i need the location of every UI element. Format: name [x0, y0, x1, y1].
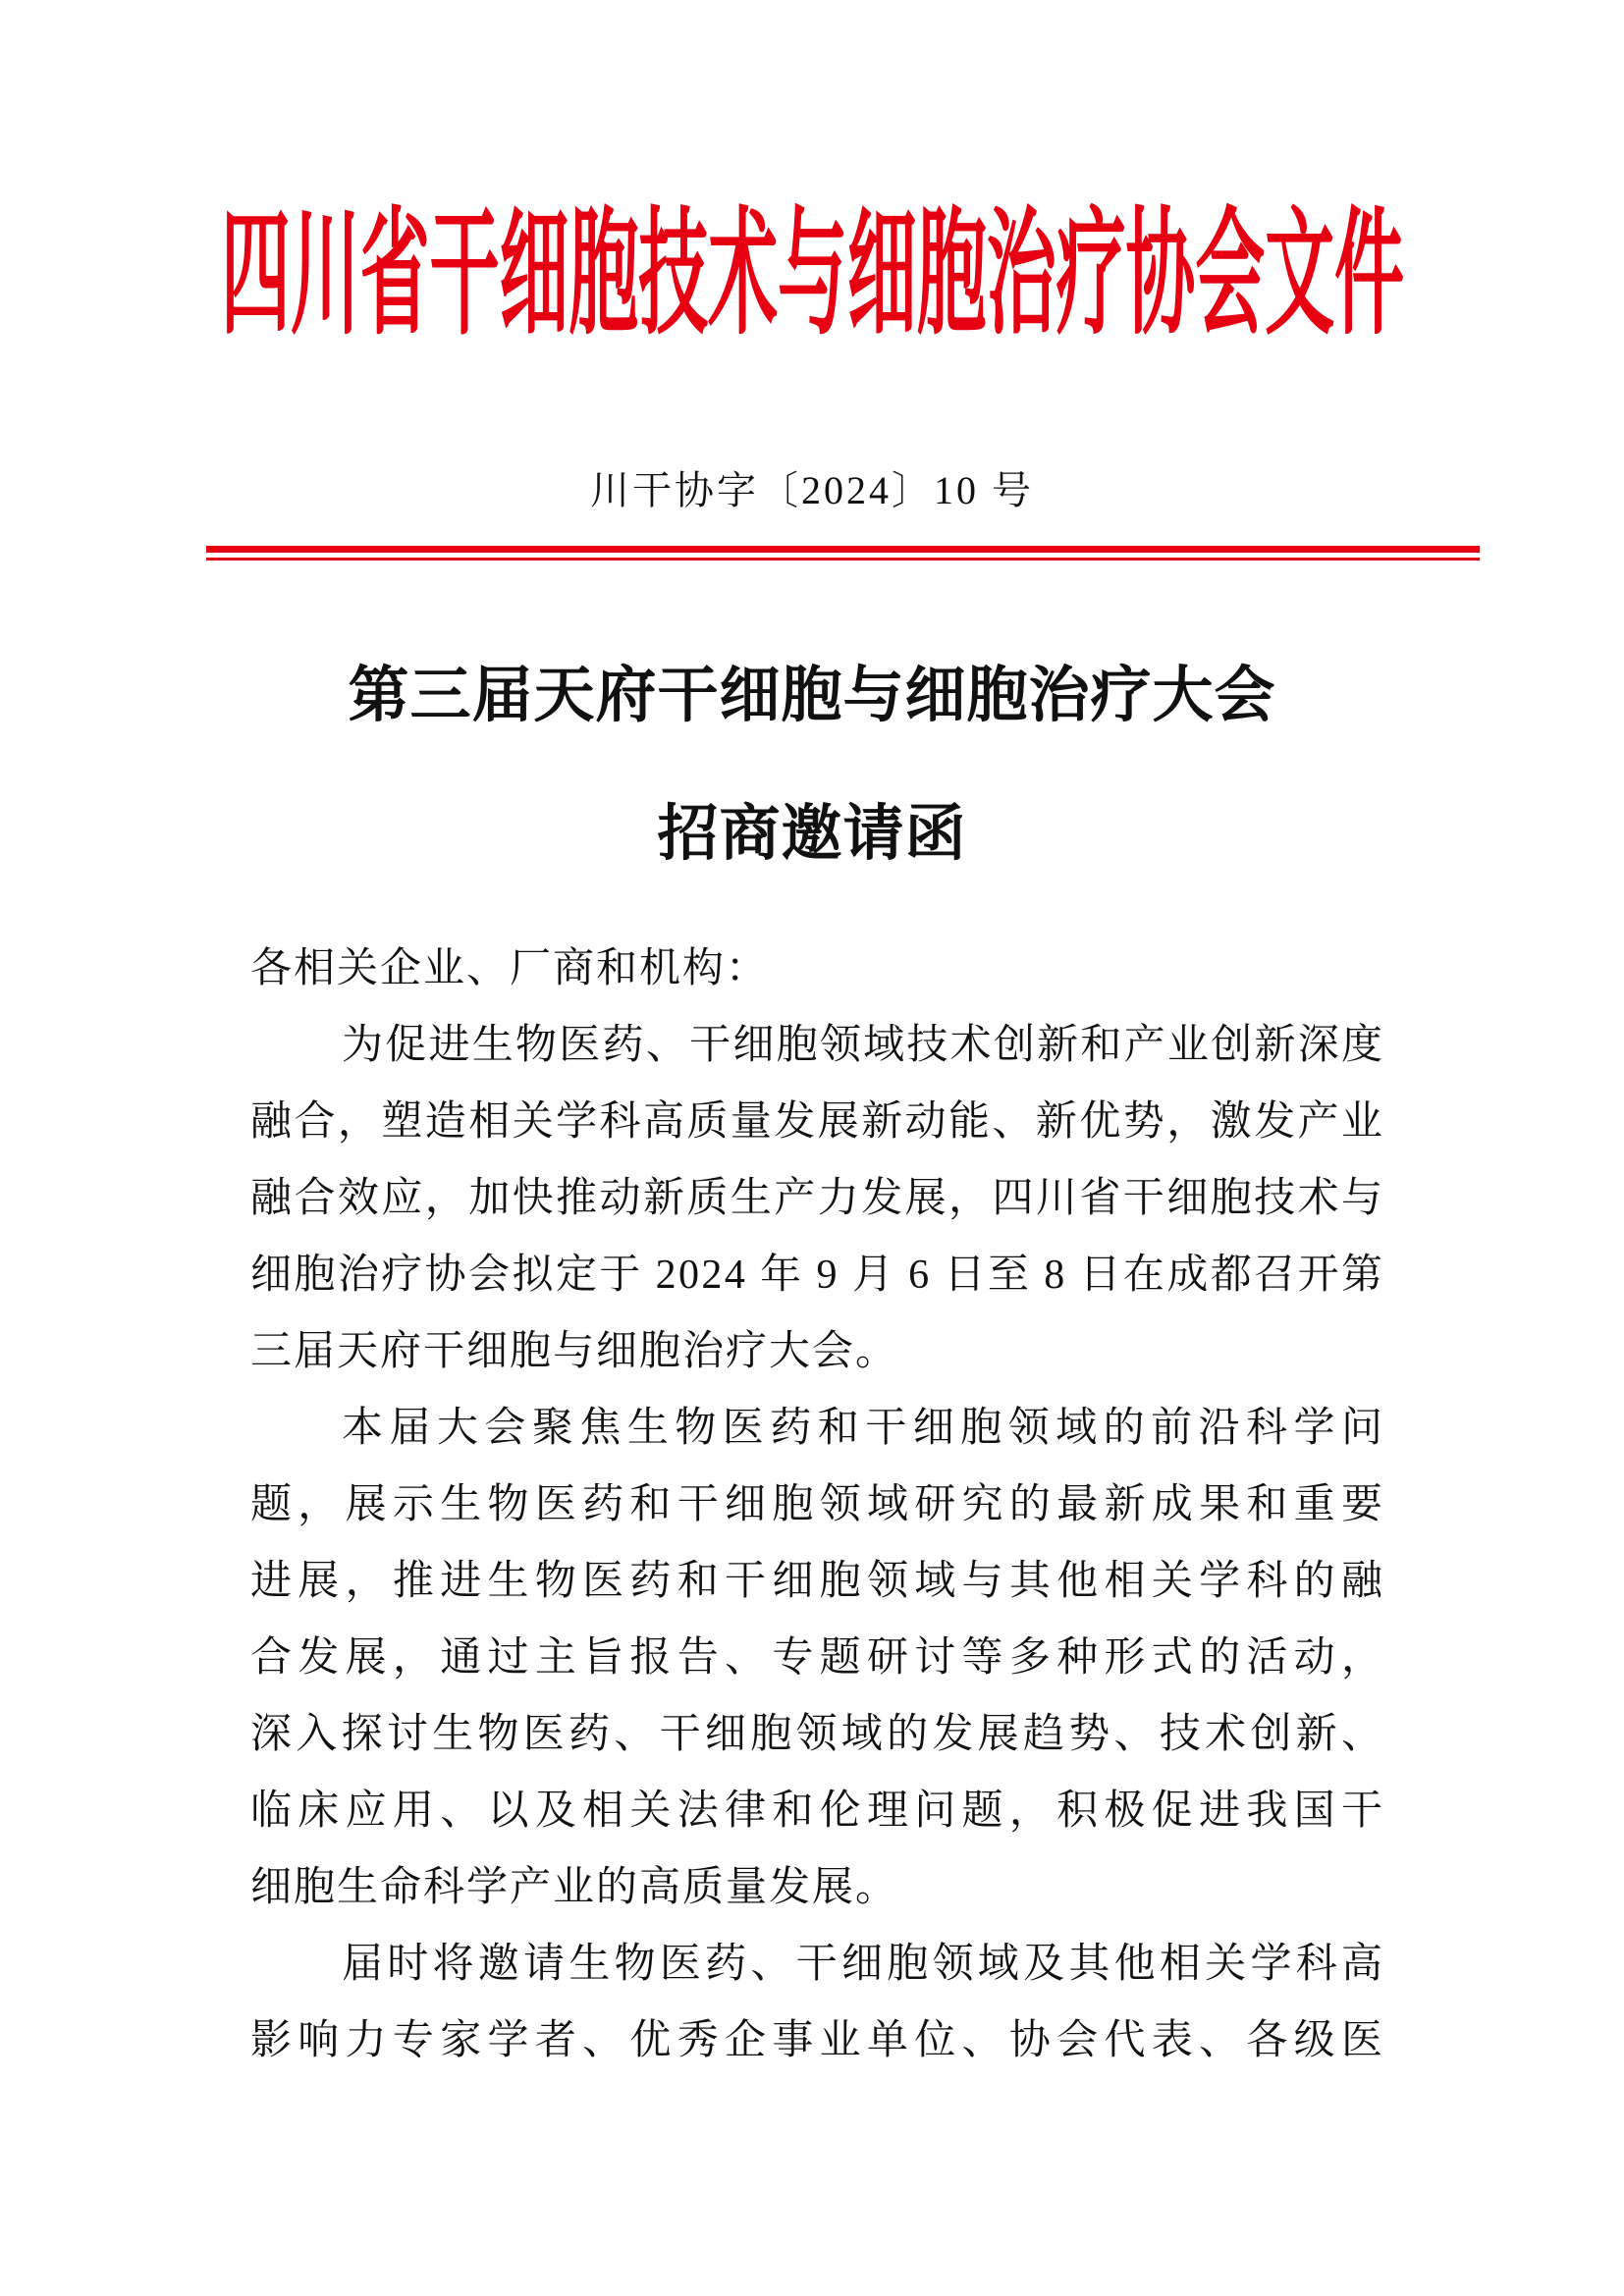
- body-line: [250, 1237, 1385, 1313]
- body-line-text: 进展，推进生物医药和干细胞领域与其他相关学科的融: [250, 1559, 1389, 1604]
- body-line: [250, 1313, 1382, 1390]
- body-line-text: 届时将邀请生物医药、干细胞领域及其他相关学科高: [342, 1942, 1387, 1987]
- body-line: [250, 1543, 1389, 1620]
- body-line: [250, 2002, 1389, 2079]
- body-line-text: 为促进生物医药、干细胞领域技术创新和产业创新深度: [342, 1023, 1385, 1068]
- org-title: [221, 201, 1404, 348]
- document-subtitle: 招商邀请函: [657, 801, 967, 868]
- body-line: [250, 1696, 1387, 1773]
- paragraph: [250, 1926, 1389, 2079]
- body-line-text: 题，展示生物医药和干细胞领域研究的最新成果和重要: [250, 1482, 1389, 1527]
- red-rule-thin: [206, 558, 1480, 561]
- document-title: 第三届天府干细胞与细胞治疗大会: [348, 663, 1276, 729]
- body-line: [250, 1084, 1385, 1160]
- document-body: [250, 931, 1389, 2079]
- body-line-text: 融合效应，加快推动新质生产力发展，四川省干细胞技术与: [250, 1176, 1385, 1221]
- body-line-text: 临床应用、以及相关法律和伦理问题，积极促进我国干: [250, 1789, 1389, 1834]
- body-line-text: 影响力专家学者、优秀企事业单位、协会代表、各级医: [250, 2018, 1389, 2063]
- body-line-text: 细胞生命科学产业的高质量发展。: [250, 1865, 899, 1910]
- salutation-text: 各相关企业、厂商和机构：: [250, 946, 770, 991]
- body-line: [250, 1849, 1382, 1926]
- body-line: [250, 1620, 1389, 1696]
- doc-number: 川干协字〔2024〕10 号: [590, 468, 1034, 512]
- body-line: [250, 1390, 1389, 1467]
- red-rule-thick: [206, 546, 1480, 553]
- body-line: [250, 1773, 1389, 1849]
- body-line-text: 融合，塑造相关学科高质量发展新动能、新优势，激发产业: [250, 1099, 1385, 1145]
- body-line-text: 三届天府干细胞与细胞治疗大会。: [250, 1329, 899, 1374]
- body-line: [250, 1007, 1385, 1084]
- body-line: [250, 1160, 1385, 1237]
- body-line-text: 细胞治疗协会拟定于 2024 年 9 月 6 日至 8 日在成都召开第: [250, 1253, 1385, 1298]
- body-line: [250, 1926, 1387, 2002]
- paragraph: [250, 1007, 1385, 1390]
- body-line: [250, 1467, 1389, 1543]
- body-line-text: 本届大会聚焦生物医药和干细胞领域的前沿科学问: [342, 1406, 1389, 1451]
- body-line-text: 深入探讨生物医药、干细胞领域的发展趋势、技术创新、: [250, 1712, 1387, 1757]
- salutation: [250, 931, 1382, 1007]
- org-title-text: 四川省干细胞技术与细胞治疗协会文件: [221, 201, 1404, 348]
- paragraph: [250, 1390, 1389, 1926]
- body-line-text: 合发展，通过主旨报告、专题研讨等多种形式的活动，: [250, 1635, 1389, 1681]
